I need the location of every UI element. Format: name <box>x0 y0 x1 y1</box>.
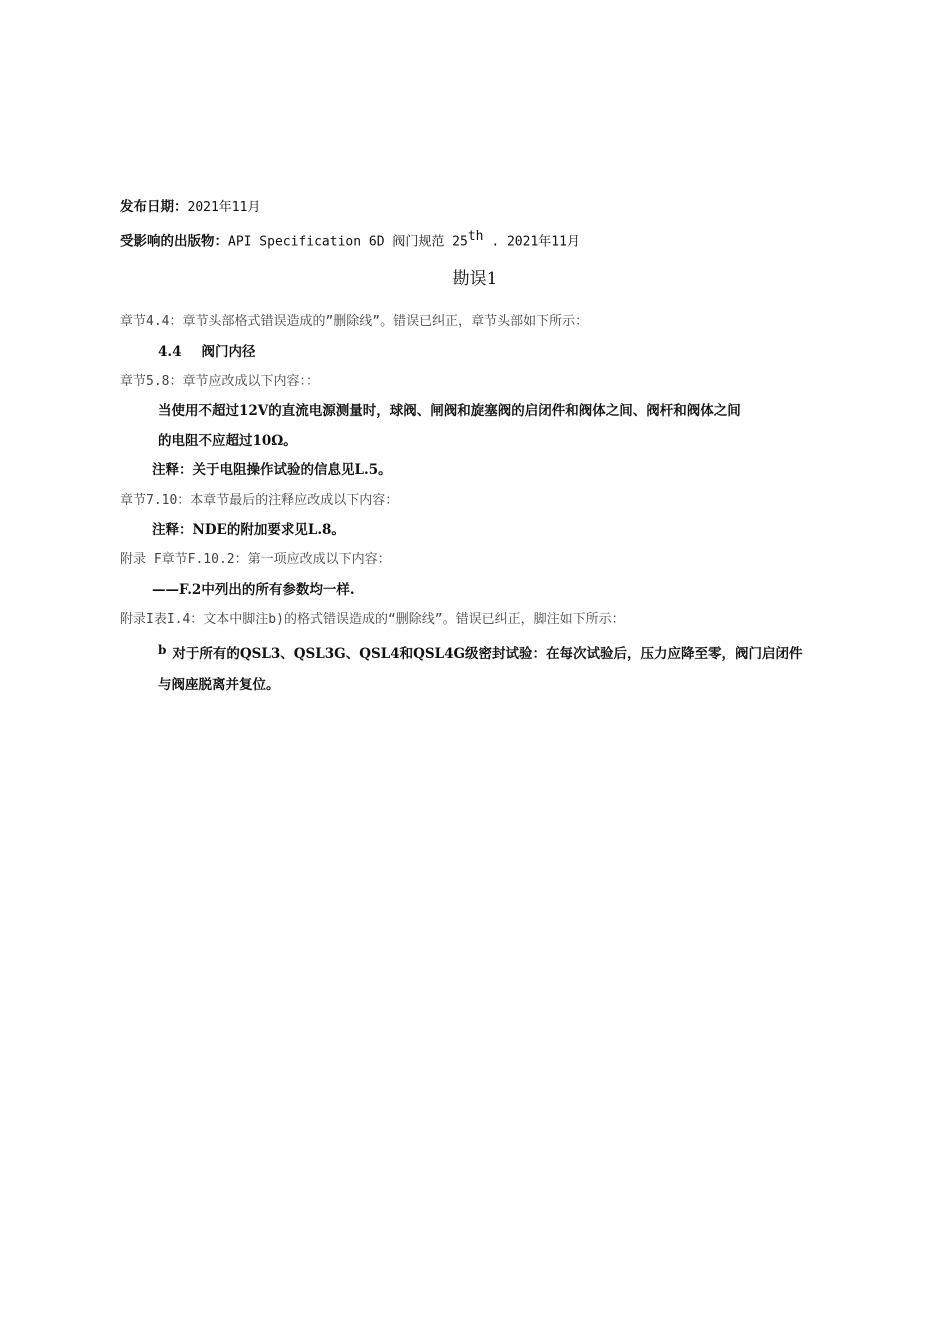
errata-2-body-line-2: 的电阻不应超过10Ω。 <box>158 433 297 449</box>
errata-2-note: 注释：关于电阻操作试验的信息见L.5。 <box>152 462 392 478</box>
affected-publication-label: 受影响的出版物： <box>120 233 228 250</box>
footnote-marker: b <box>158 643 167 657</box>
errata-5-footnote-line-2: 与阀座脱离并复位。 <box>158 677 280 693</box>
affected-publication-line <box>120 228 580 252</box>
errata-1-heading <box>158 343 256 361</box>
errata-5-footnote-line-1 <box>158 645 803 663</box>
release-date-label: 发布日期： <box>120 199 188 215</box>
errata-4-intro: 附录 F章节F.10.2：第一项应改成以下内容： <box>120 552 391 567</box>
release-date-value: 2021年11月 <box>187 200 261 215</box>
errata-5-intro: 附录I表I.4：文本中脚注b)的格式错误造成的“删除线”。错误已纠正，脚注如下所示： <box>120 612 625 627</box>
footnote-text-line-1: 对于所有的QSL3、QSL3G、QSL4和QSL4G级密封试验：在每次试验后，压力应降至零，阀门启闭件 <box>172 646 803 662</box>
errata-2-intro: 章节5.8：章节应改成以下内容：： <box>120 374 319 389</box>
errata-3-note: 注释：NDE的附加要求见L.8。 <box>152 522 345 538</box>
errata-3-intro: 章节7.10：本章节最后的注释应改成以下内容： <box>120 493 399 508</box>
errata-1-intro: 章节4.4：章节头部格式错误造成的”删除线”。错误已纠正，章节头部如下所示： <box>120 314 589 329</box>
edition-superscript: th <box>467 229 484 244</box>
errata-2-body-line-1: 当使用不超过12V的直流电源测量时，球阀、闸阀和旋塞阀的启闭件和阀体之间、阀杆和阀体之间 <box>158 403 741 419</box>
errata-title: 勘误1 <box>452 269 498 289</box>
affected-publication-date: . 2021年11月 <box>483 234 580 250</box>
release-date-line <box>120 198 260 217</box>
affected-publication-value: API Specification 6D 阀门规范 25 <box>228 234 468 250</box>
errata-4-body: ——F.2中列出的所有参数均一样. <box>152 582 355 598</box>
section-heading-text: 阀门内径 <box>201 344 256 360</box>
section-number: 4.4 <box>158 344 182 360</box>
